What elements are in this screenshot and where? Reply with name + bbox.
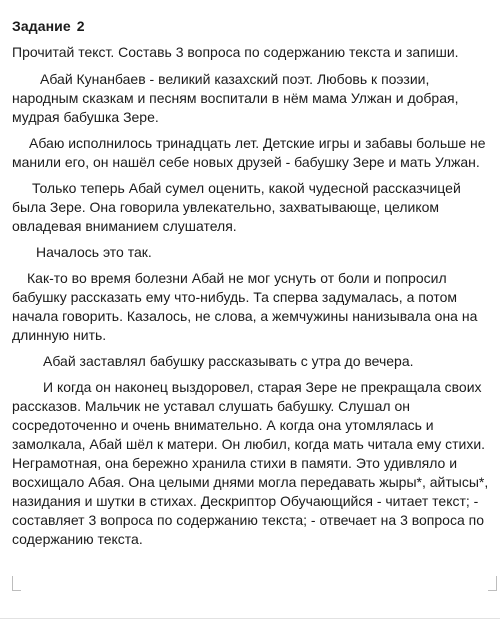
paragraph-1: Абай Кунанбаев - великий казахский поэт. Любовь к поэзии, народным сказкам и песням воспитали в нём мама Улжан и добрая, мудрая бабушка Зере. bbox=[12, 71, 459, 125]
task-title-label: Задание bbox=[12, 18, 71, 34]
document-page bbox=[12, 18, 496, 556]
page-bottom-divider bbox=[0, 618, 500, 619]
paragraph-4: Началось это так. bbox=[36, 244, 152, 260]
paragraph-6: Абай заставлял бабушку рассказывать с утра до вечера. bbox=[43, 353, 414, 369]
paragraph-7: И когда он наконец выздоровел, старая Зере не прекращала своих рассказов. Мальчик не уставал слушать бабушку. Слушал он сосредоточенно и очень внимательно. А когда она утомлялась и замолкала, Абай шёл к матери. Он любил, когда мать читала ему стихи. Неграмотная, она бережно хранила стихи в памяти. Это удивляло и восхищало Абая. Она целыми днями могла передавать жыры*, айтысы*, назидания и шутки в стихах. Дескриптор Обучающийся - читает текст; - составляет 3 вопроса по содержанию текста; - отвечает на 3 вопроса по содержанию текста. bbox=[12, 379, 489, 547]
task-title bbox=[12, 18, 496, 34]
crop-corner-right bbox=[488, 576, 497, 591]
crop-corner-left bbox=[12, 576, 21, 591]
task-instruction: Прочитай текст. Составь 3 вопроса по содержанию текста и запиши. bbox=[12, 44, 459, 60]
paragraph-3: Только теперь Абай сумел оценить, какой чудесной рассказчицей была Зере. Она говорила увлекательно, захватывающе, целиком овладевая вниманием слушателя. bbox=[12, 180, 461, 234]
paragraph-2: Абаю исполнилось тринадцать лет. Детские игры и забавы больше не манили его, он нашёл себе новых друзей - бабушку Зере и мать Улжан. bbox=[12, 135, 486, 170]
paragraph-5: Как-то во время болезни Абай не мог уснуть от боли и попросил бабушку рассказать ему что-нибудь. Та сперва задумалась, а потом начала говорить. Казалось, не слова, а жемчужины нанизывала она на длинную нить. bbox=[12, 270, 478, 343]
task-number: 2 bbox=[76, 18, 85, 34]
